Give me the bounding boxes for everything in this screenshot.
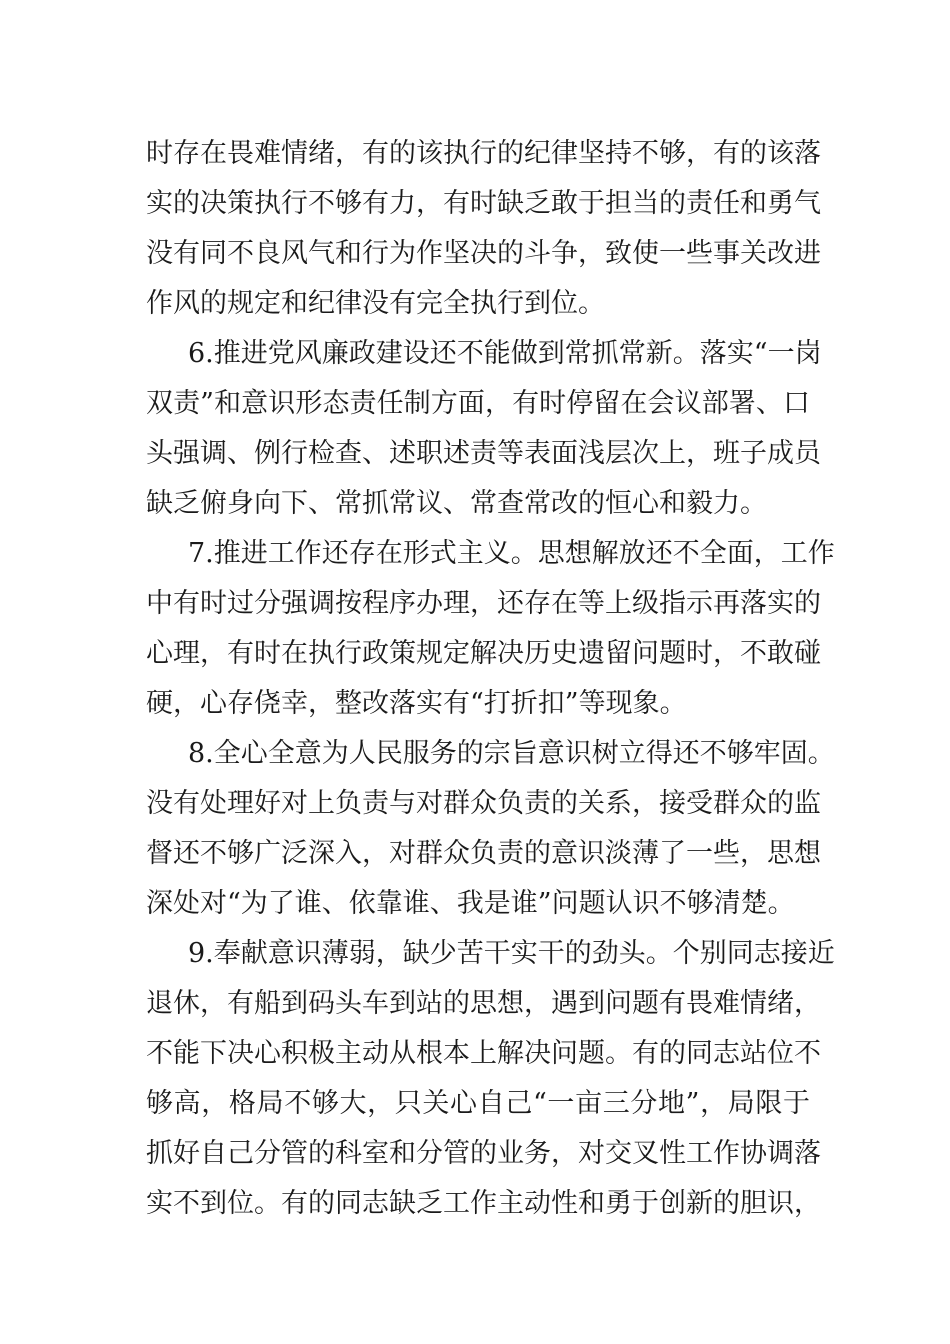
text-line: 抓好自己分管的科室和分管的业务，对交叉性工作协调落 bbox=[146, 1138, 821, 1169]
text-line: 够高，格局不够大，只关心自己“一亩三分地”，局限于 bbox=[146, 1088, 810, 1119]
text-line: 双责”和意识形态责任制方面，有时停留在会议部署、口 bbox=[146, 388, 810, 419]
text-line: 时存在畏难情绪，有的该执行的纪律坚持不够，有的该落 bbox=[146, 138, 821, 169]
text-line: 中有时过分强调按程序办理，还存在等上级指示再落实的 bbox=[146, 588, 821, 619]
text-line: 深处对“为了谁、依靠谁、我是谁”问题认识不够清楚。 bbox=[146, 888, 795, 919]
paragraph-start-9: 9.奉献意识薄弱，缺少苦干实干的劲头。个别同志接近 bbox=[188, 938, 835, 969]
text-line: 不能下决心积极主动从根本上解决问题。有的同志站位不 bbox=[146, 1038, 821, 1069]
text-line: 心理，有时在执行政策规定解决历史遗留问题时，不敢碰 bbox=[146, 638, 821, 669]
text-line: 实不到位。有的同志缺乏工作主动性和勇于创新的胆识， bbox=[146, 1188, 821, 1219]
text-line: 实的决策执行不够有力，有时缺乏敢于担当的责任和勇气 bbox=[146, 188, 821, 219]
paragraph-start-7: 7.推进工作还存在形式主义。思想解放还不全面，工作 bbox=[188, 538, 835, 569]
text-line: 没有处理好对上负责与对群众负责的关系，接受群众的监 bbox=[146, 788, 821, 819]
text-line: 退休，有船到码头车到站的思想，遇到问题有畏难情绪， bbox=[146, 988, 821, 1019]
text-line: 头强调、例行检查、述职述责等表面浅层次上，班子成员 bbox=[146, 438, 821, 469]
text-line: 硬，心存侥幸，整改落实有“打折扣”等现象。 bbox=[146, 688, 687, 719]
paragraph-start-8: 8.全心全意为人民服务的宗旨意识树立得还不够牢固。 bbox=[188, 738, 835, 769]
paragraph-start-6: 6.推进党风廉政建设还不能做到常抓常新。落实“一岗 bbox=[188, 338, 822, 369]
text-line: 作风的规定和纪律没有完全执行到位。 bbox=[146, 288, 605, 319]
text-line: 督还不够广泛深入，对群众负责的意识淡薄了一些，思想 bbox=[146, 838, 821, 869]
text-line: 没有同不良风气和行为作坚决的斗争，致使一些事关改进 bbox=[146, 238, 821, 269]
text-line: 缺乏俯身向下、常抓常议、常查常改的恒心和毅力。 bbox=[146, 488, 767, 519]
